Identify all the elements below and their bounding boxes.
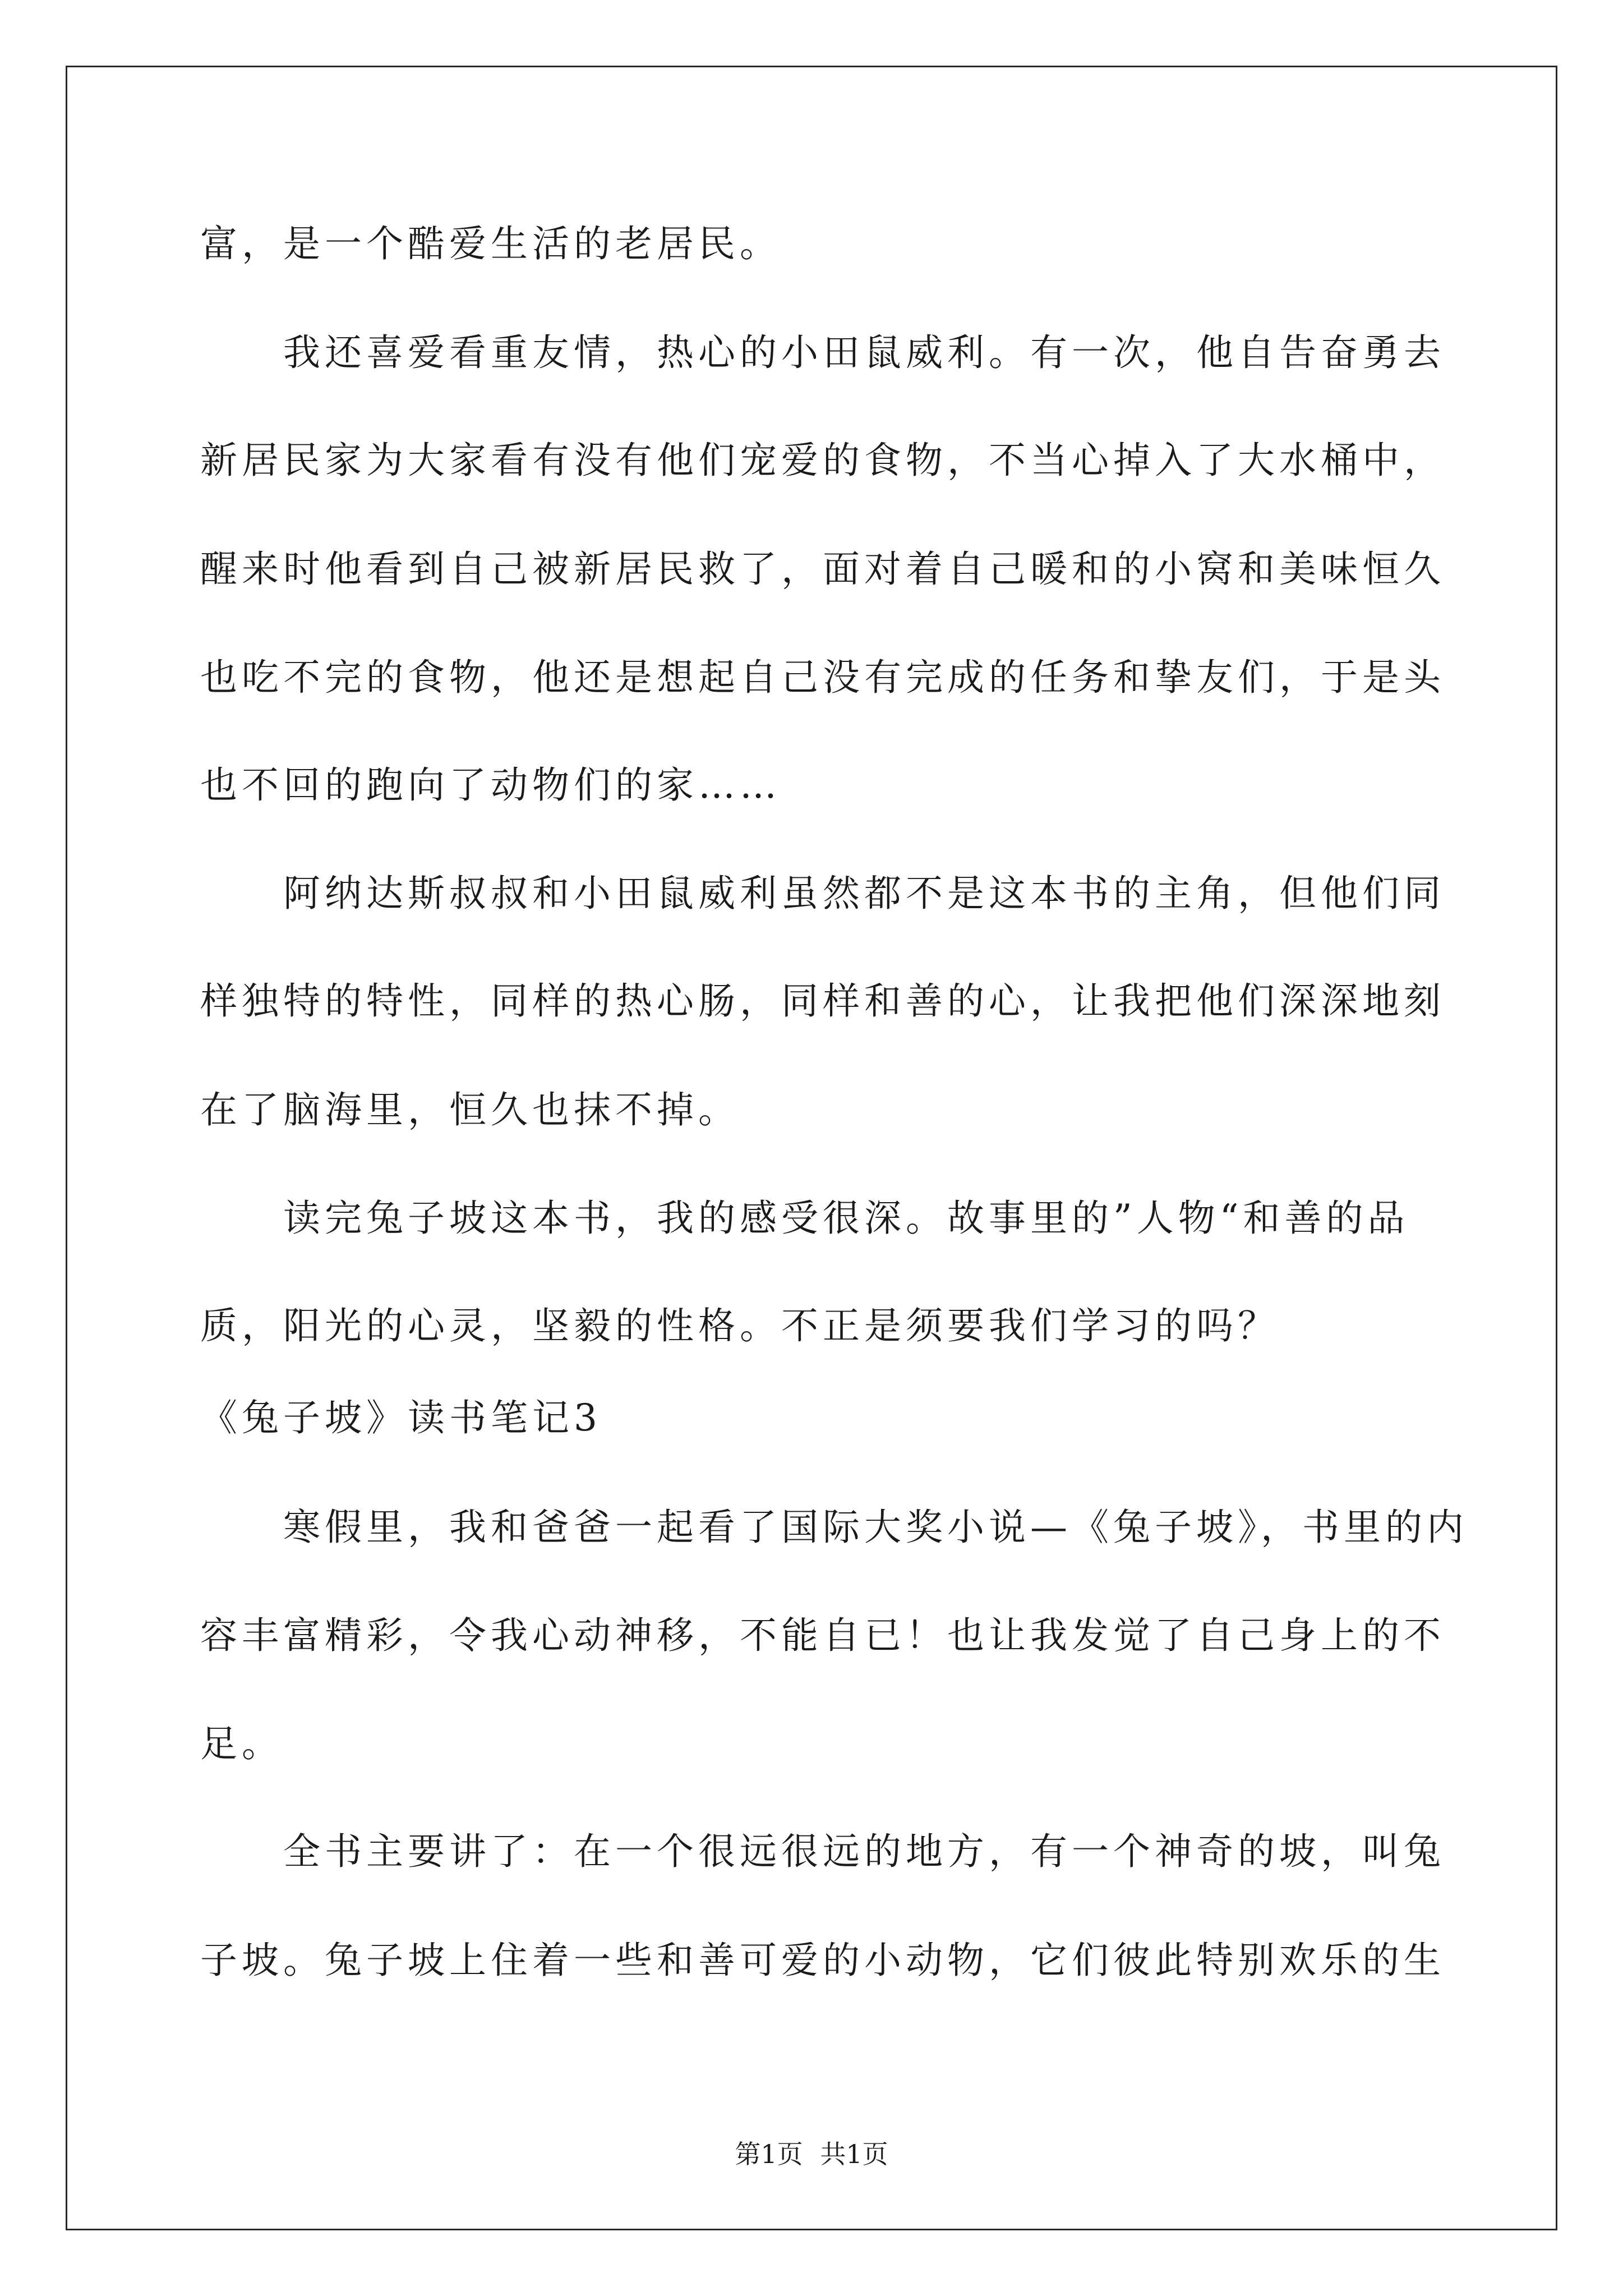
text-line: 样独特的特性，同样的热心肠，同样和善的心，让我把他们深深地刻 [200, 979, 1445, 1023]
text-line: 我还喜爱看重友情，热心的小田鼠威利。有一次，他自告奋勇去 [200, 331, 1445, 374]
text-line: 足。 [200, 1722, 283, 1765]
text-line: 阿纳达斯叔叔和小田鼠威利虽然都不是这本书的主角，但他们同 [200, 872, 1445, 915]
text-line: 新居民家为大家看有没有他们宠爱的食物，不当心掉入了大水桶中， [200, 439, 1445, 482]
text-line: 寒假里，我和爸爸一起看了国际大奖小说—《兔子坡》，书里的内 [200, 1506, 1468, 1549]
page-total: 共1页 [820, 2139, 888, 2169]
page-number: 第1页 [735, 2139, 803, 2169]
text-line: 读完兔子坡这本书，我的感受很深。故事里的”人物“和善的品 [200, 1197, 1409, 1240]
text-line: 也吃不完的食物，他还是想起自己没有完成的任务和挚友们，于是头 [200, 656, 1445, 699]
text-line: 在了脑海里，恒久也抹不掉。 [200, 1088, 740, 1131]
text-line: 容丰富精彩，令我心动神移，不能自已！也让我发觉了自己身上的不 [200, 1614, 1445, 1657]
text-line: 富，是一个酷爱生活的老居民。 [200, 222, 781, 265]
section-heading: 《兔子坡》读书笔记3 [200, 1396, 602, 1439]
page-footer [0, 2137, 1623, 2171]
text-line: 质，阳光的心灵，坚毅的性格。不正是须要我们学习的吗？ [200, 1304, 1279, 1347]
text-line: 醒来时他看到自己被新居民救了，面对着自己暖和的小窝和美味恒久 [200, 547, 1445, 591]
text-line: 全书主要讲了：在一个很远很远的地方，有一个神奇的坡，叫兔 [200, 1830, 1445, 1873]
text-line: 子坡。兔子坡上住着一些和善可爱的小动物，它们彼此特别欢乐的生 [200, 1939, 1445, 1982]
page-border [66, 66, 1557, 2230]
text-line: 也不回的跑向了动物们的家…… [200, 763, 781, 807]
